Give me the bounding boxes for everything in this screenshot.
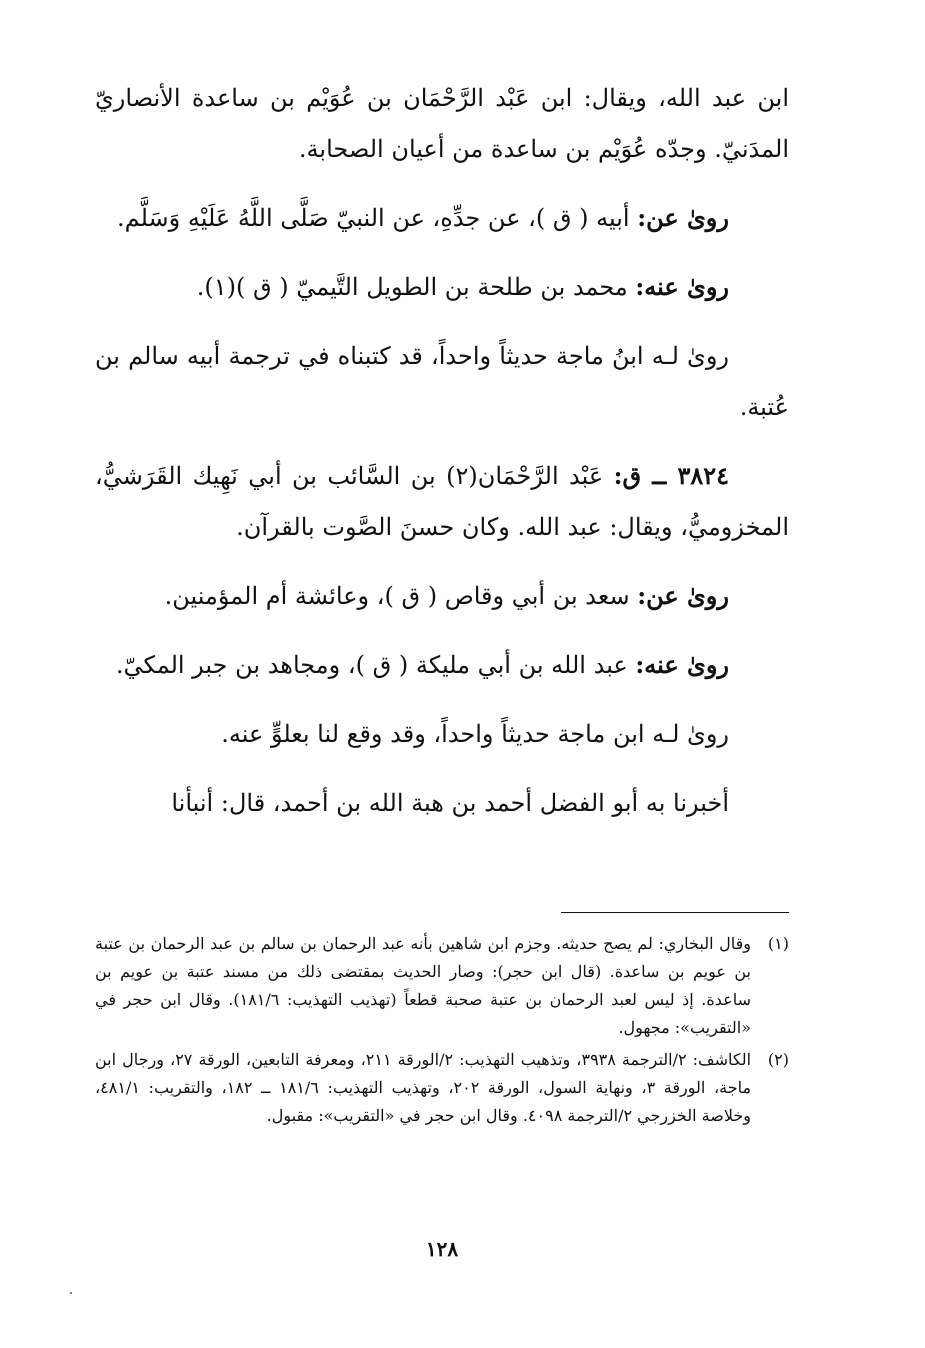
- paragraph-6-lead: روىٰ عن:: [637, 581, 729, 610]
- scan-speck: [70, 1292, 72, 1294]
- footnote-separator: [561, 912, 789, 913]
- main-text: [95, 72, 789, 829]
- paragraph-6-text: سعد بن أبي وقاص ( ق )، وعائشة أم المؤمنين.: [164, 582, 638, 610]
- paragraph-1-text: ابن عبد الله، ويقال: ابن عَبْد الرَّحْمَان بن عُوَيْم بن ساعدة الأنصاريّ المدَنيّ. وجدّه عُوَيْم بن ساعدة من أعيان الصحابة.: [95, 84, 789, 163]
- paragraph-8-text: روىٰ لـه ابن ماجة حديثاً واحداً، وقد وقع لنا بعلوٍّ عنه.: [221, 720, 729, 748]
- paragraph-3: [95, 261, 789, 313]
- paragraph-7-lead: روىٰ عنه:: [635, 650, 729, 679]
- footnote-2: [95, 1046, 789, 1130]
- paragraph-2: [95, 192, 789, 244]
- paragraph-6: [95, 570, 789, 622]
- paragraph-4: [95, 330, 789, 433]
- page-number: ١٢٨: [425, 1237, 459, 1261]
- paragraph-1: [95, 72, 789, 175]
- paragraph-2-text: أبيه ( ق )، عن جدِّهِ، عن النبيّ صَلَّى اللَّهُ عَلَيْهِ وَسَلَّم.: [116, 204, 638, 232]
- footnote-2-number: (٢): [767, 1050, 789, 1069]
- paragraph-9: [95, 777, 789, 829]
- paragraph-7-text: عبد الله بن أبي مليكة ( ق )، ومجاهد بن جبر المكيّ.: [115, 651, 636, 679]
- entry-3824: [95, 450, 789, 553]
- entry-3824-text: عَبْد الرَّحْمَان(٢) بن السَّائب بن أبي نَهِيك القَرَشيُّ، المخزوميُّ، ويقال: عبد الله. وكان حسنَ الصَّوت بالقرآن.: [95, 462, 789, 541]
- paragraph-7: [95, 639, 789, 691]
- book-page: [95, 72, 789, 1312]
- footnote-2-text: الكاشف: ٢/الترجمة ٣٩٣٨، وتذهيب التهذيب: ٢/الورقة ٢١١، ومعرفة التابعين، الورقة ٢٧، ورجال ابن ماجة، الورقة ٣، ونهاية السول، الورقة ٢٠٢، وتهذيب التهذيب: ١٨١/٦ ــ ١٨٢، والتقريب: ٤٨١/١، وخلاصة الخزرجي ٢/الترجمة ٤٠٩٨. وقال ابن حجر في «التقريب»: مقبول.: [95, 1050, 752, 1125]
- footnote-1-number: (١): [767, 934, 789, 953]
- entry-3824-lead: ٣٨٢٤ ــ ق:: [613, 461, 729, 490]
- footnote-1: [95, 930, 789, 1042]
- paragraph-9-text: أخبرنا به أبو الفضل أحمد بن هبة الله بن أحمد، قال: أنبأنا: [171, 789, 729, 817]
- paragraph-3-text: محمد بن طلحة بن الطويل التَّيميّ ( ق )(١).: [196, 273, 636, 301]
- paragraph-8: [95, 708, 789, 760]
- paragraph-3-lead: روىٰ عنه:: [635, 272, 729, 301]
- paragraph-4-text: روىٰ لـه ابنُ ماجة حديثاً واحداً، قد كتبناه في ترجمة أبيه سالم بن عُتبة.: [95, 342, 789, 421]
- footnotes: [95, 930, 789, 1134]
- footnote-1-text: وقال البخاري: لم يصح حديثه. وجزم ابن شاهين بأنه عبد الرحمان بن سالم بن عبد الرحمان بن عتبة بن عويم بن ساعدة. (قال ابن حجر): وصار الحديث بمقتضى ذلك من مسند عتبة بن عويم بن ساعدة. إذ ليس لعبد الرحمان بن عتبة صحبة قطعاً (تهذيب التهذيب: ١٨١/٦). وقال ابن حجر في «التقريب»: مجهول.: [95, 934, 751, 1037]
- paragraph-2-lead: روىٰ عن:: [637, 203, 729, 232]
